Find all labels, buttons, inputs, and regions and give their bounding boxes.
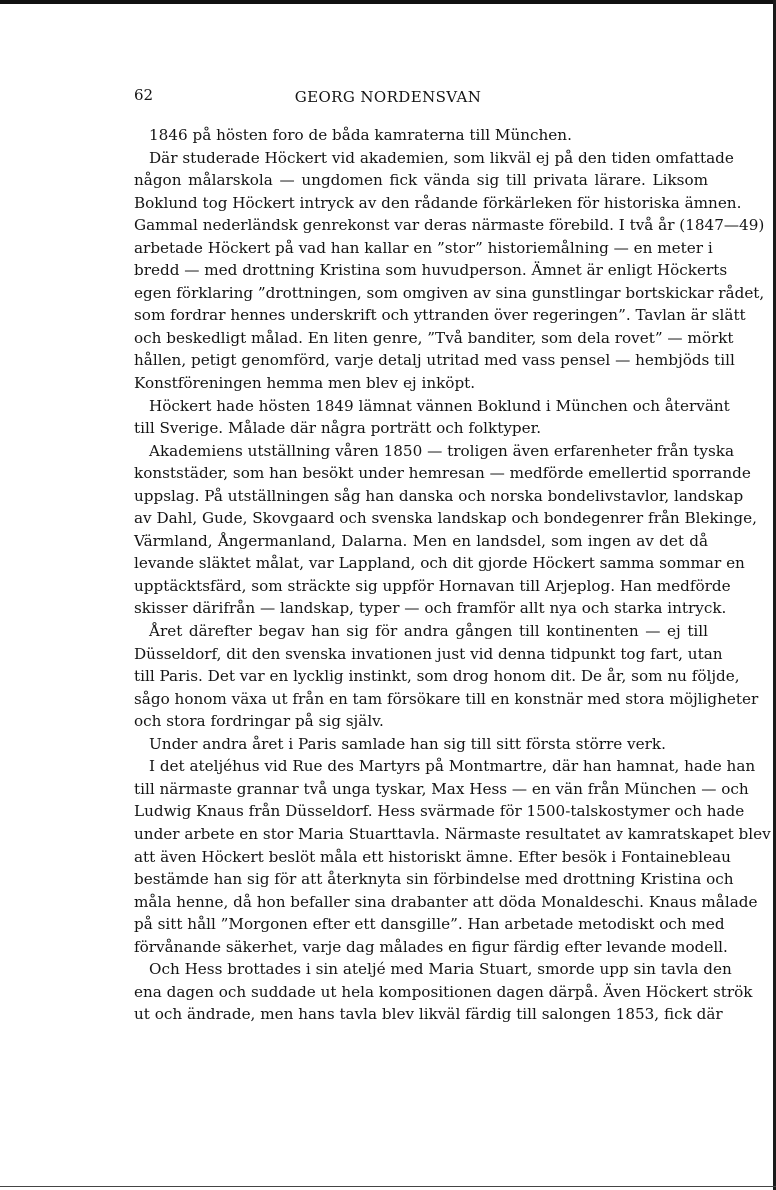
text-line: bredd — med drottning Kristina som huvudperson. Ämnet är enligt Höckerts [134, 261, 728, 280]
text-line: måla henne, då hon befaller sina drabanter att döda Monaldeschi. Knaus målade [134, 892, 758, 911]
text-line: skisser därifrån — landskap, typer — och framför allt nya och starka intryck. [134, 599, 727, 618]
text-line: Och Hess brottades i sin ateljé med Maria Stuart, smorde upp sin tavla den [149, 960, 732, 979]
text-line: Düsseldorf, dit den svenska invationen just vid denna tidpunkt tog fart, utan [134, 644, 723, 663]
text-line: I det ateljéhus vid Rue des Martyrs på Montmartre, där han hamnat, hade han [149, 757, 756, 776]
text-line: konststäder, som han besökt under hemresan — medförde emellertid sporrande [134, 464, 751, 483]
text-line: arbetade Höckert på vad han kallar en ”stor” historiemålning — en meter i [134, 238, 713, 257]
text-line: till närmaste grannar två unga tyskar, Max Hess — en vän från München — och [134, 779, 749, 798]
text-line: på sitt håll ”Morgonen efter ett dansgille”. Han arbetade metodiskt och med [134, 915, 725, 934]
text-line: Under andra året i Paris samlade han sig till sitt första större verk. [149, 734, 666, 753]
text-line: under arbete en stor Maria Stuarttavla. Närmaste resultatet av kamratskapet blev [134, 824, 771, 843]
text-line: Där studerade Höckert vid akademien, som likväl ej på den tiden omfattade [149, 148, 734, 167]
text-line: och beskedligt målad. En liten genre, ”Två banditer, som dela rovet” — mörkt [134, 328, 734, 347]
text-line: ena dagen och suddade ut hela kompositionen dagen därpå. Även Höckert strök [134, 982, 753, 1001]
text-line: levande släktet målat, var Lappland, och dit gjorde Höckert samma sommar en [134, 554, 745, 573]
text-line: att även Höckert beslöt måla ett historiskt ämne. Efter besök i Fontainebleau [134, 847, 731, 866]
text-line: ut och ändrade, men hans tavla blev likväl färdig till salongen 1853, fick där [134, 1005, 723, 1024]
text-line: Värmland, Ångermanland, Dalarna. Men en landsdel, som ingen av det då [134, 531, 708, 550]
text-line: någon målarskola — ungdomen fick vända sig till privata lärare. Liksom [134, 171, 708, 190]
body-text [134, 124, 771, 1026]
text-line: av Dahl, Gude, Skovgaard och svenska landskap och bondegenrer från Blekinge, [134, 509, 757, 528]
page-number: 62 [134, 86, 154, 104]
top-scan-border [0, 0, 776, 4]
text-line: till Paris. Det var en lycklig instinkt, som drog honom dit. De år, som nu följde, [134, 667, 740, 686]
text-line: och stora fordringar på sig själv. [134, 712, 384, 731]
text-line: till Sverige. Målade där några porträtt och folktyper. [134, 419, 542, 438]
text-line: Akademiens utställning våren 1850 — troligen även erfarenheter från tyska [149, 441, 735, 460]
text-line: hållen, petigt genomförd, varje detalj utritad med vass pensel — hembjöds till [134, 351, 735, 370]
text-line: Året därefter begav han sig för andra gången till kontinenten — ej till [149, 622, 708, 641]
text-line: 1846 på hösten foro de båda kamraterna till München. [149, 126, 572, 144]
text-line: uppslag. På utställningen såg han danska och norska bondelivstavlor, landskap [134, 486, 744, 505]
text-line: egen förklaring ”drottningen, som omgiven av sina gunstlingar bortskickar rådet, [134, 283, 765, 302]
text-line: som fordrar hennes underskrift och yttranden över regeringen”. Tavlan är slätt [134, 306, 746, 325]
text-line: Konstföreningen hemma men blev ej inköpt. [134, 374, 476, 393]
text-line: bestämde han sig för att återknyta sin förbindelse med drottning Kristina och [134, 870, 734, 889]
text-line: Höckert hade hösten 1849 lämnat vännen Boklund i München och återvänt [149, 396, 730, 415]
text-line: förvånande säkerhet, varje dag målades en figur färdig efter levande modell. [134, 937, 728, 956]
running-head: GEORG NORDENSVAN [294, 88, 482, 106]
text-line: upptäcktsfärd, som sträckte sig uppför Hornavan till Arjeplog. Han medförde [134, 576, 731, 595]
text-line: Ludwig Knaus från Düsseldorf. Hess svärmade för 1500-talskostymer och hade [134, 802, 745, 821]
text-line: Gammal nederländsk genrekonst var deras närmaste förebild. I två år (1847—49) [134, 216, 765, 235]
text-line: Boklund tog Höckert intryck av den rådande förkärleken för historiska ämnen. [134, 193, 742, 212]
text-line: sågo honom växa ut från en tam försökare till en konstnär med stora möjligheter [134, 689, 759, 708]
bottom-scan-border [0, 1186, 776, 1187]
